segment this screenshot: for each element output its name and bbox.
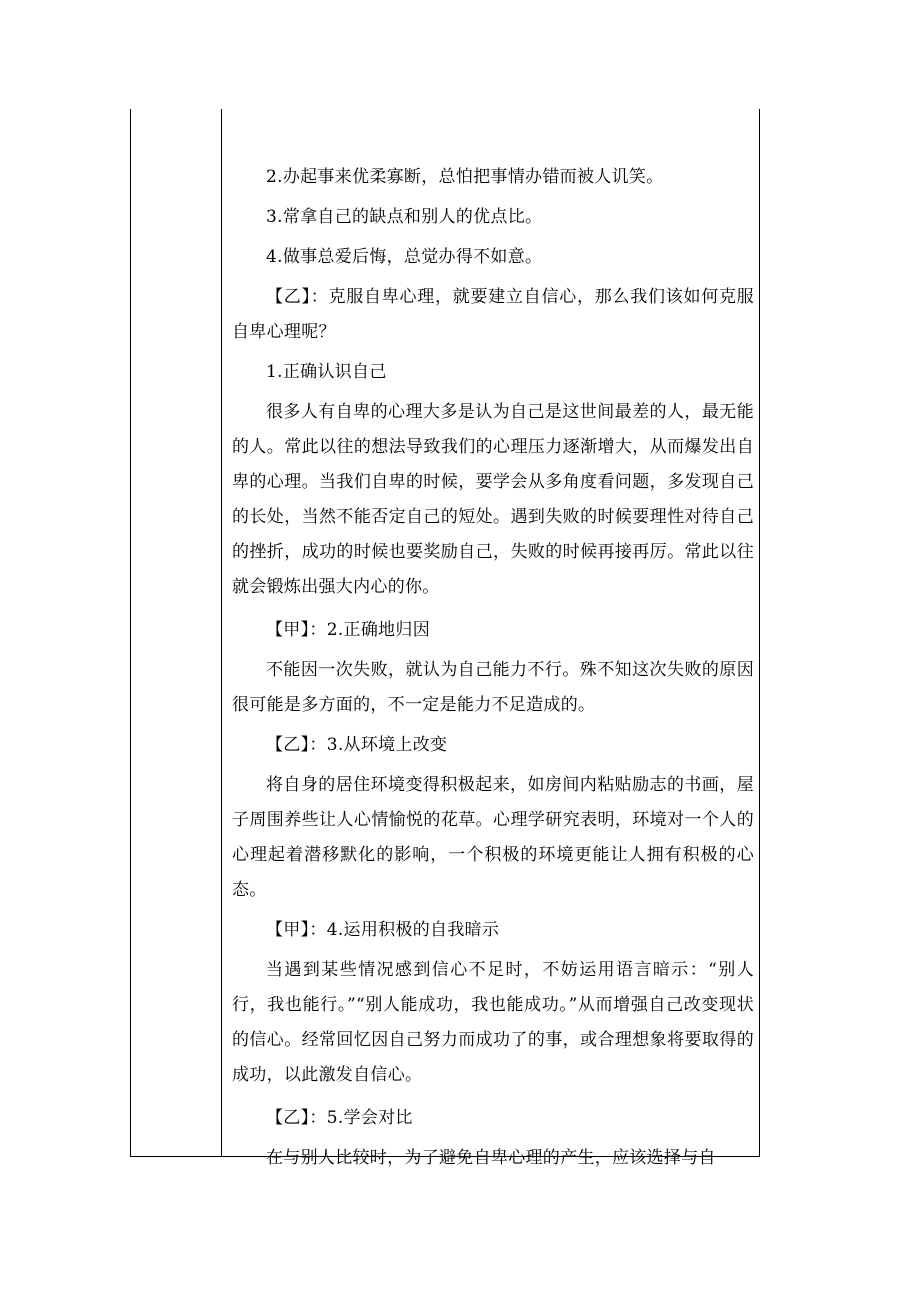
list-item-3: 3.常拿自己的缺点和别人的优点比。 (266, 207, 543, 227)
paragraph-attribution: 不能因一次失败，就认为自己能力不行。殊不知这次失败的原因很可能是多方面的，不一定是能力不足造成的。 (232, 660, 754, 715)
table-border-right (759, 109, 760, 1157)
table-column-divider (221, 109, 222, 1157)
paragraph-self-suggestion: 当遇到某些情况感到信心不足时，不妨运用语言暗示：“别人行，我也能行。”“别人能成功，我也能成功。”从而增强自己改变现状的信心。经常回忆因自己努力而成功了的事，或合理想象将要取得的成功，以此激发自信心。 (232, 960, 754, 1085)
list-item-4: 4.做事总爱后悔，总觉办得不如意。 (266, 247, 543, 267)
paragraph-comparison: 在与别人比较时，为了避免自卑心理的产生，应该选择与自 (266, 1148, 716, 1168)
list-item-2: 2.办起事来优柔寡断，总怕把事情办错而被人讥笑。 (266, 167, 664, 187)
heading-attribution: 【甲】：2.正确地归因 (266, 620, 431, 640)
heading-environment: 【乙】：3.从环境上改变 (266, 735, 448, 755)
paragraph-know-yourself: 很多人有自卑的心理大多是认为自己是这世间最差的人，最无能的人。常此以往的想法导致我们的心理压力逐渐增大，从而爆发出自卑的心理。当我们自卑的时候，要学会从多角度看问题，多发现自己的长处，当然不能否定自己的短处。遇到失败的时候要理性对待自己的挫折，成功的时候也要奖励自己，失败的时候再接再厉。常此以往就会锻炼出强大内心的你。 (232, 402, 754, 597)
table-border-left (130, 109, 131, 1157)
paragraph-environment: 将自身的居住环境变得积极起来，如房间内粘贴励志的书画，屋子周围养些让人心情愉悦的花草。心理学研究表明，环境对一个人的心理起着潜移默化的影响，一个积极的环境更能让人拥有积极的心态。 (232, 775, 754, 900)
dialogue-yi-intro: 【乙】：克服自卑心理，就要建立自信心，那么我们该如何克服自卑心理呢？ (232, 287, 754, 342)
heading-self-suggestion: 【甲】：4.运用积极的自我暗示 (266, 920, 500, 940)
document-body (232, 160, 754, 1176)
heading-comparison: 【乙】：5.学会对比 (266, 1108, 413, 1128)
heading-know-yourself: 1.正确认识自己 (266, 362, 387, 382)
